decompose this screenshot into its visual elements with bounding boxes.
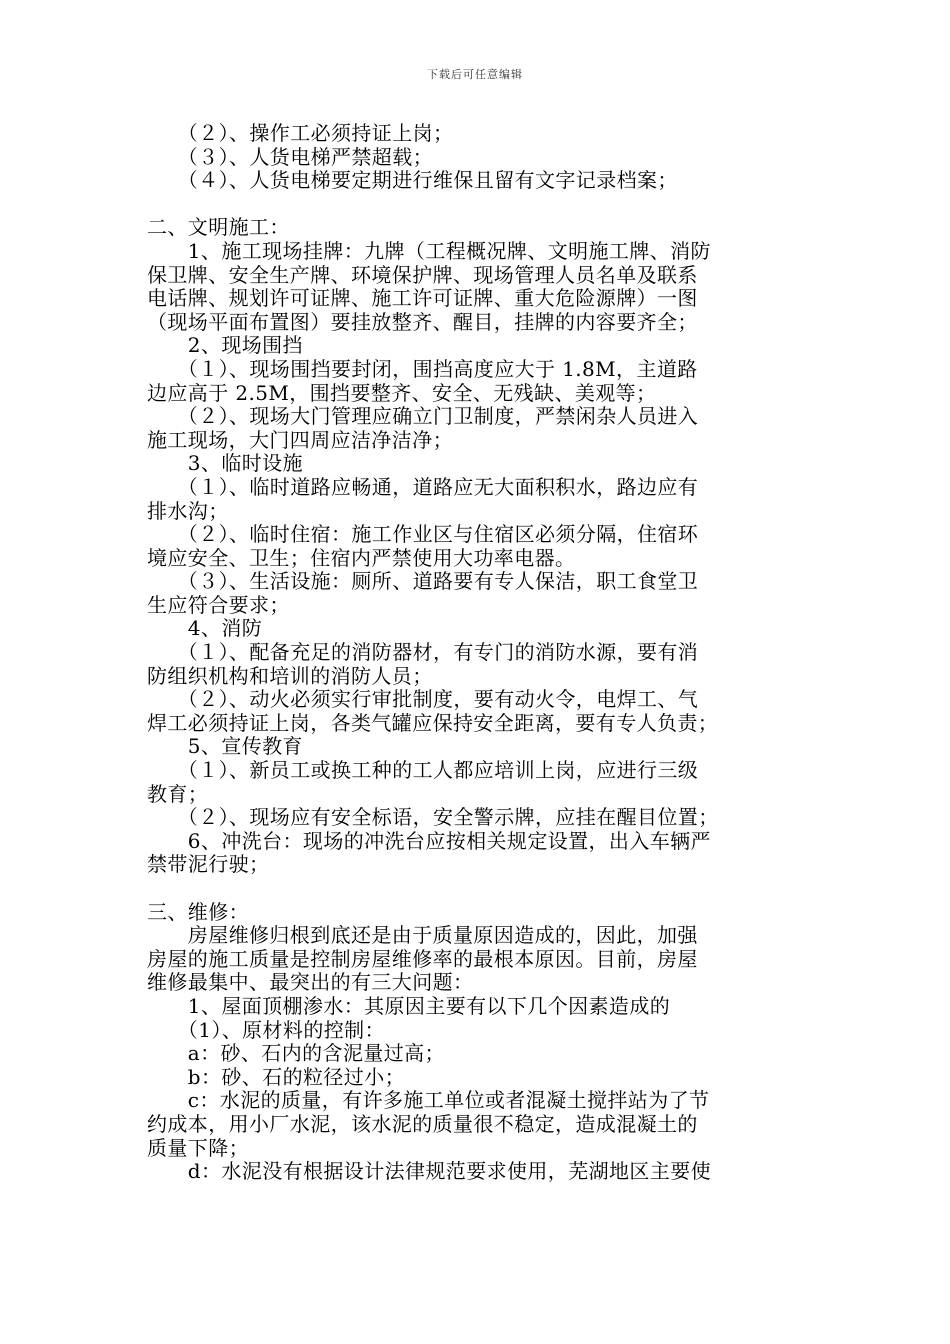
text-line: 约成本，用小厂水泥，该水泥的质量很不稳定，造成混凝土的 (147, 1111, 698, 1136)
text-line: a：砂、石内的含泥量过高； (147, 1041, 445, 1066)
text-line: 5、宣传教育 (147, 734, 303, 759)
text-line: （２）、现场应有安全标语，安全警示牌，应挂在醒目位置； (147, 805, 719, 830)
blank-line (147, 877, 807, 901)
section-heading: 三、维修： (147, 899, 249, 924)
text-line: （１）、现场围挡要封闭，围挡高度应大于 1.8M，主道路 (147, 356, 698, 381)
text-line: 房屋维修归根到底还是由于质量原因造成的，因此，加强 (147, 923, 698, 948)
text-line: （２）、临时住宿：施工作业区与住宿区必须分隔，住宿环 (147, 522, 699, 547)
text-line: 保卫牌、安全生产牌、环境保护牌、现场管理人员名单及联系 (147, 262, 698, 287)
text-line: 6、冲洗台：现场的冲洗台应按相关规定设置，出入车辆严 (147, 828, 711, 853)
text-line: 教育； (147, 781, 209, 806)
text-line: 焊工必须持证上岗，各类气罐应保持安全距离，要有专人负责； (147, 710, 719, 735)
text-line: 1、施工现场挂牌：九牌（工程概况牌、文明施工牌、消防 (147, 238, 711, 263)
text-line: 4、消防 (147, 616, 263, 641)
text-line: （２）、操作工必须持证上岗； (147, 121, 454, 145)
section-heading: 二、文明施工： (147, 215, 290, 240)
text-line: 1、屋面顶棚渗水：其原因主要有以下几个因素造成的 (147, 993, 671, 1018)
text-line: 质量下降； (147, 1135, 249, 1160)
text-line: （２）、现场大门管理应确立门卫制度，严禁闲杂人员进入 (147, 404, 699, 429)
blank-line (147, 193, 807, 217)
text-line: （３）、生活设施：厕所、道路要有专人保洁，职工食堂卫 (147, 569, 699, 594)
text-line: （１）、新员工或换工种的工人都应培训上岗，应进行三级 (147, 758, 699, 783)
text-line: c：水泥的质量，有许多施工单位或者混凝土搅拌站为了节 (147, 1088, 710, 1113)
text-line: d：水泥没有根据设计法律规范要求使用，芜湖地区主要使 (147, 1159, 712, 1184)
text-line: 生应符合要求； (147, 592, 290, 617)
text-line: （1）、原材料的控制： (147, 1017, 385, 1042)
text-line: 2、现场围挡 (147, 333, 303, 358)
text-line: （１）、临时道路应畅通，道路应无大面积积水，路边应有 (147, 474, 699, 499)
text-line: 禁带泥行驶； (147, 852, 270, 877)
text-line: b：砂、石的粒径过小； (147, 1064, 406, 1089)
text-line: 边应高于 2.5M，围挡要整齐、安全、无残缺、美观等； (147, 380, 657, 405)
text-line: 维修最集中、最突出的有三大问题： (147, 970, 474, 995)
text-line: （１）、配备充足的消防器材，有专门的消防水源，要有消 (147, 640, 699, 665)
text-line: 施工现场，大门四周应洁净洁净； (147, 427, 453, 452)
text-line: 排水沟； (147, 498, 229, 523)
text-line: 3、临时设施 (147, 451, 303, 476)
text-line: 电话牌、规划许可证牌、施工许可证牌、重大危险源牌）一图 (147, 286, 698, 311)
text-line: （现场平面布置图）要挂放整齐、醒目，挂牌的内容要齐全； (147, 309, 698, 334)
text-line: （３）、人货电梯严禁超载； (147, 144, 433, 169)
document-body (147, 122, 807, 1184)
text-line: 房屋的施工质量是控制房屋维修率的最根本原因。目前，房屋 (147, 946, 698, 971)
page-header: 下载后可任意编辑 (427, 68, 523, 81)
text-line: （４）、人货电梯要定期进行维保且留有文字记录档案； (147, 168, 678, 193)
text-line: 境应安全、卫生；住宿内严禁使用大功率电器。 (147, 545, 576, 570)
text-line: （２）、动火必须实行审批制度，要有动火令，电焊工、气 (147, 687, 699, 712)
text-line: 防组织机构和培训的消防人员； (147, 663, 433, 688)
